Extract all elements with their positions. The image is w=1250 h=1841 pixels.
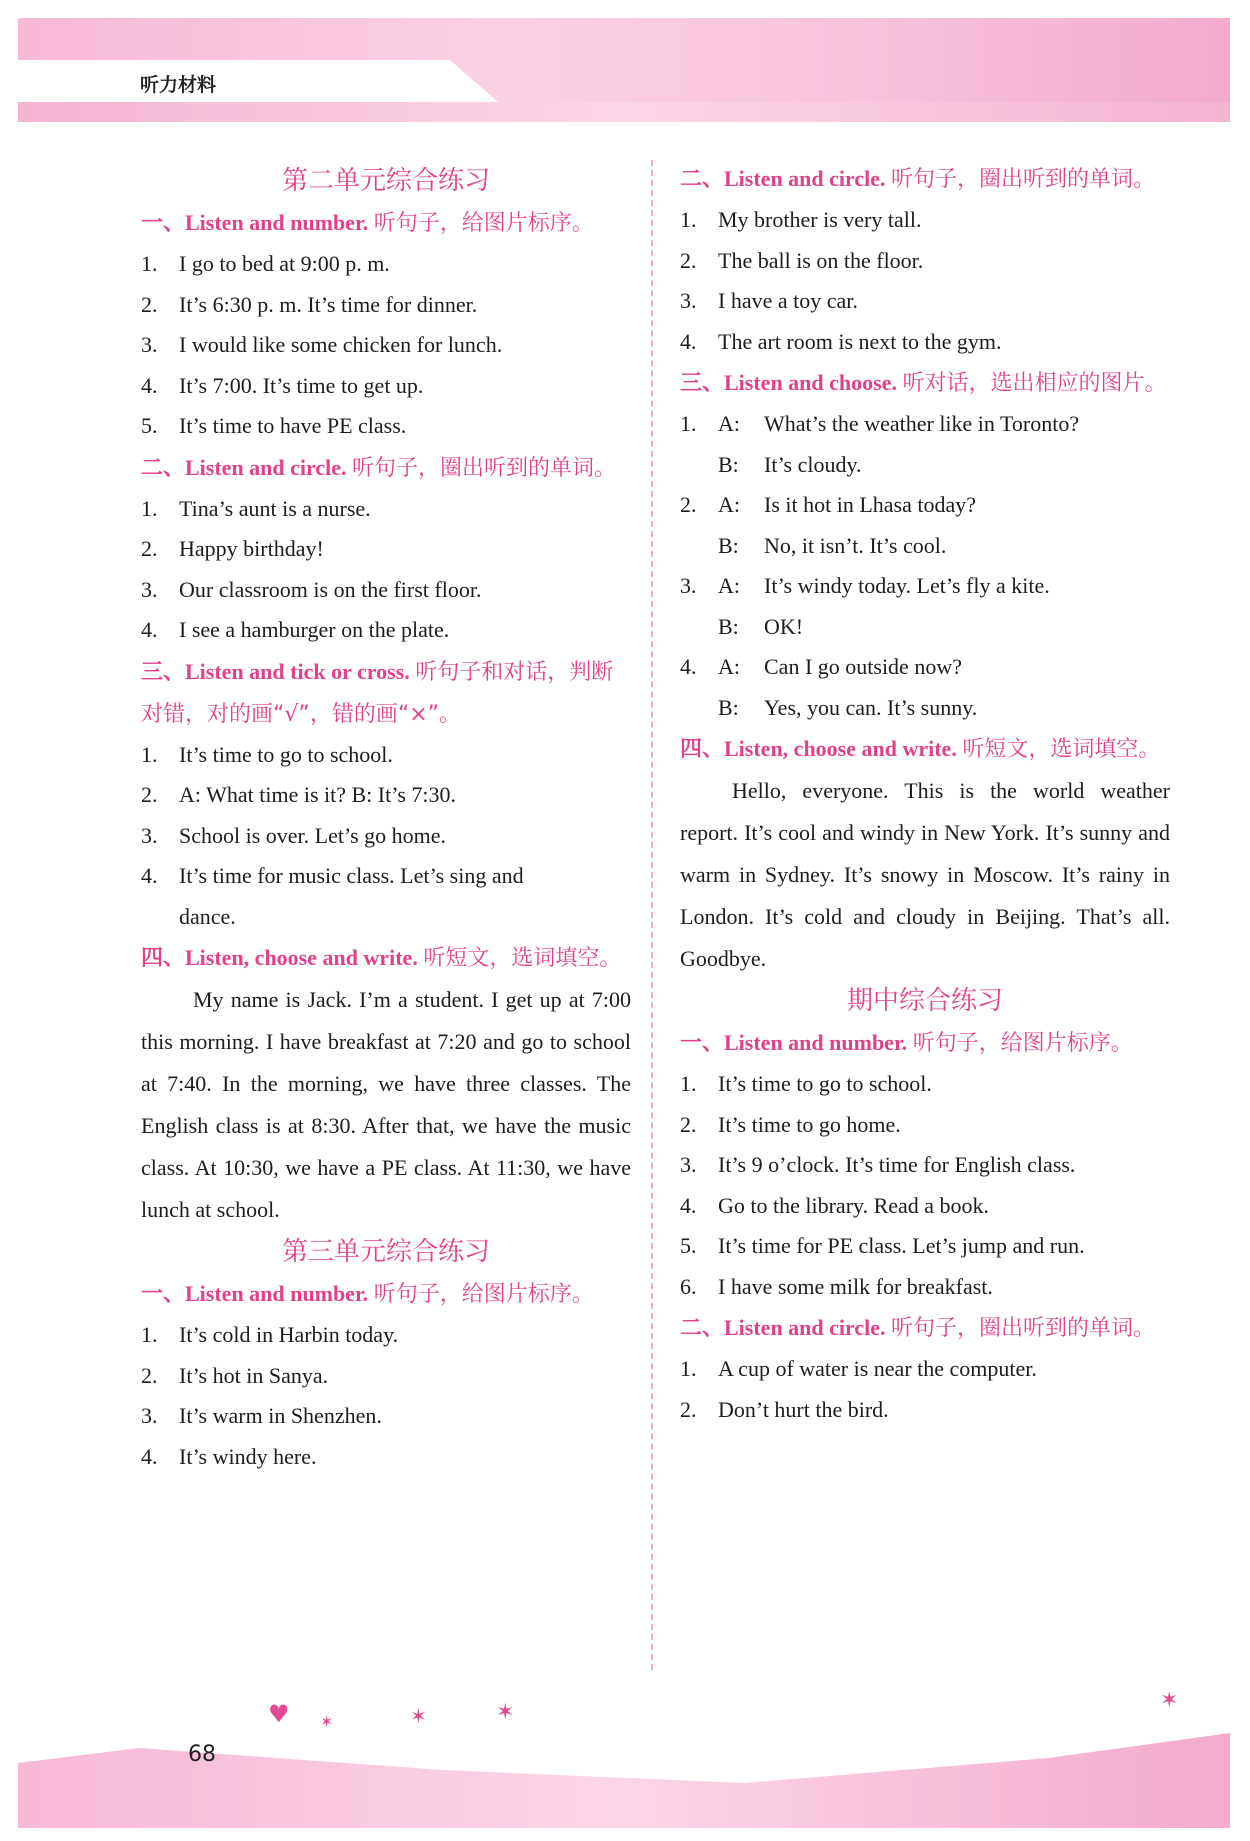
item-number: 2. [141,1362,158,1388]
list-item [680,1105,1170,1146]
item-text: School is over. Let’s go home. [179,822,447,848]
heading-en: 一、Listen and number. [141,210,369,235]
section-heading [141,202,631,244]
item-text: Happy birthday! [179,536,324,561]
item-number: 5. [680,1233,697,1258]
speaker-label: A: [718,573,740,598]
list-item [141,775,631,816]
section-heading [141,937,631,979]
item-number: 4. [141,617,158,642]
dialog-line [680,485,1170,526]
heading-zh: 听句子，给图片标序。 [912,1031,1133,1056]
item-text: Don’t hurt the bird. [718,1396,889,1422]
speaker-label: B: [718,451,739,477]
item-number: 5. [141,413,158,438]
item-number: 1. [680,411,697,436]
item-number: 1. [680,1356,697,1381]
item-number: 2. [141,536,158,561]
heading-zh: 听短文，选词填空。 [423,946,622,971]
passage: Hello, everyone. This is the world weather report. It’s cool and windy in New York. It’s sunny and warm in Sydney. It’s snowy in Moscow. It’s rainy in London. It’s cold and cloudy in Beijing. That’s all. Goodbye. [680,778,1170,971]
list-item [141,735,631,776]
item-number: 3. [680,573,697,598]
heading-zh: 听对话，选出相应的图片。 [902,371,1167,396]
item-number: 2. [141,782,158,807]
item-text: I have a toy car. [718,288,858,313]
dialog-line [680,566,1170,607]
item-number: 4. [680,654,697,679]
item-text: It’s time to have PE class. [179,413,407,438]
star-icon: ✶ [496,1700,515,1725]
heading-zh: 听句子，给图片标序。 [373,1282,594,1307]
list-item [141,1396,631,1437]
dialog-text: OK! [764,613,804,639]
column-divider [651,160,653,1670]
item-text: It’s time for PE class. Let’s jump and run. [718,1233,1085,1258]
heading-en: 四、Listen, choose and write. [141,945,418,970]
item-text: It’s time for music class. Let’s sing and [179,863,524,888]
item-text: It’s cold in Harbin today. [179,1322,399,1347]
dialog-line [680,404,1170,445]
list-item [141,856,631,897]
list-item-continuation: dance. [179,903,236,929]
dialog-line [680,647,1170,688]
item-number: 3. [141,822,158,848]
list-item [680,200,1170,241]
list-item [141,489,631,530]
section-heading [680,728,1170,770]
item-text: It’s time to go to school. [179,741,393,767]
heading-en: 四、Listen, choose and write. [680,736,957,761]
heading-zh: 听句子，圈出听到的单词。 [891,167,1156,192]
list-item [680,1186,1170,1227]
item-text: It’s windy here. [179,1443,317,1469]
item-text: It’s time to go home. [718,1111,901,1137]
heading-en: 二、Listen and circle. [680,166,886,191]
item-number: 3. [680,1152,697,1177]
item-number: 1. [680,207,697,232]
section-heading [680,1307,1170,1349]
speaker-label: B: [718,694,739,720]
item-number: 4. [680,328,697,354]
list-item [680,281,1170,322]
list-item [141,570,631,611]
item-number: 1. [141,251,158,276]
list-item [680,1064,1170,1105]
heading-en: 三、Listen and choose. [680,370,897,395]
list-item [141,244,631,285]
heart-icon: ♥ [268,1700,290,1728]
speaker-label: B: [718,613,739,639]
item-number: 4. [141,863,158,888]
heading-en: 二、Listen and circle. [680,1315,886,1340]
section-heading [141,447,631,489]
heading-en: 二、Listen and circle. [141,454,347,480]
midterm-title: 期中综合练习 [846,986,1003,1016]
star-icon: ✶ [410,1704,427,1728]
item-text: A: What time is it? B: It’s 7:30. [179,782,457,807]
item-text: Our classroom is on the first floor. [179,576,482,602]
list-item [141,529,631,570]
item-text: It’s time to go to school. [718,1071,932,1096]
section-heading [680,362,1170,404]
dialog-text: What’s the weather like in Toronto? [764,411,1080,436]
dialog-text: No, it isn’t. It’s cool. [764,532,947,558]
item-number: 4. [141,372,158,398]
section-heading [680,1022,1170,1064]
item-number: 1. [141,495,158,521]
header-title: 听力材料 [140,74,217,96]
header-tab [18,60,498,102]
list-item [141,406,631,447]
item-text: I have some milk for breakfast. [718,1273,993,1299]
speaker-label: A: [718,411,740,436]
item-number: 3. [680,288,697,313]
heading-en: 三、Listen and tick or cross. [141,658,410,684]
dialog-text: It’s cloudy. [764,451,862,477]
list-item [141,325,631,366]
item-text: A cup of water is near the computer. [718,1356,1037,1381]
star-icon: ✶ [1160,1688,1179,1713]
section-heading [680,158,1170,200]
dialog-text: It’s windy today. Let’s fly a kite. [764,573,1050,598]
page-number: 68 [188,1742,216,1767]
unit2-title: 第二单元综合练习 [281,166,490,196]
left-column [141,160,631,1477]
item-text: I see a hamburger on the plate. [179,617,450,642]
item-text: It’s hot in Sanya. [179,1362,329,1388]
dialog-line [680,526,1170,567]
item-text: It’s 6:30 p. m. It’s time for dinner. [179,291,478,317]
dialog-text: Can I go outside now? [764,654,962,679]
item-number: 2. [680,1396,697,1422]
item-text: It’s 9 o’clock. It’s time for English class. [718,1152,1076,1177]
star-icon: ✶ [320,1712,334,1731]
speaker-label: A: [718,654,740,679]
dialog-line [680,607,1170,648]
item-text: Tina’s aunt is a nurse. [179,495,371,521]
list-item [680,1267,1170,1308]
list-item [141,1356,631,1397]
section-heading [141,1273,631,1315]
list-item [141,610,631,651]
dialog-line [680,688,1170,729]
list-item [680,1226,1170,1267]
heading-zh: 听句子，圈出听到的单词。 [352,455,617,481]
list-item [141,1315,631,1356]
item-number: 1. [141,1322,158,1347]
item-text: I go to bed at 9:00 p. m. [179,251,390,276]
item-number: 3. [141,332,158,357]
item-number: 4. [141,1443,158,1469]
item-text: The ball is on the floor. [718,247,924,273]
item-number: 2. [141,291,158,317]
heading-zh: 听句子，圈出听到的单词。 [891,1316,1156,1341]
item-number: 3. [141,1403,158,1428]
list-item [141,816,631,857]
heading-zh: 听句子，给图片标序。 [373,211,594,236]
dialog-text: Yes, you can. It’s sunny. [764,694,978,720]
heading-zh: 听句子和对话，判断对错，对的画“√”，错的画“×”。 [141,659,614,727]
heading-en: 一、Listen and number. [680,1030,908,1055]
dialog-text: Is it hot in Lhasa today? [764,492,977,517]
item-number: 6. [680,1273,697,1299]
list-item [141,366,631,407]
item-text: It’s warm in Shenzhen. [179,1403,382,1428]
item-number: 1. [680,1071,697,1096]
item-text: Go to the library. Read a book. [718,1192,990,1218]
unit3-title: 第三单元综合练习 [281,1237,490,1267]
right-column [680,158,1170,1430]
header-stripe [18,102,1230,122]
list-item [141,285,631,326]
list-item [141,1437,631,1478]
item-text: It’s 7:00. It’s time to get up. [179,372,424,398]
item-number: 2. [680,247,697,273]
list-item [680,322,1170,363]
passage: My name is Jack. I’m a student. I get up at 7:00 this morning. I have breakfast at 7:20 and go to school at 7:40. In the morning, we have three classes. The English class is at 8:30. After that, we have the music class. At 10:30, we have a PE class. At 11:30, we have lunch at school. [141,987,631,1222]
speaker-label: A: [718,492,740,517]
item-text: The art room is next to the gym. [718,328,1002,354]
item-number: 1. [141,741,158,767]
speaker-label: B: [718,532,739,558]
list-item [680,241,1170,282]
item-number: 3. [141,576,158,602]
item-number: 2. [680,492,697,517]
item-number: 2. [680,1111,697,1137]
section-heading [141,651,631,735]
list-item [680,1145,1170,1186]
list-item [680,1349,1170,1390]
item-text: I would like some chicken for lunch. [179,332,503,357]
item-number: 4. [680,1192,697,1218]
heading-zh: 听短文，选词填空。 [962,737,1161,762]
heading-en: 一、Listen and number. [141,1281,369,1306]
item-text: My brother is very tall. [718,207,922,232]
dialog-line [680,445,1170,486]
list-item [680,1390,1170,1431]
